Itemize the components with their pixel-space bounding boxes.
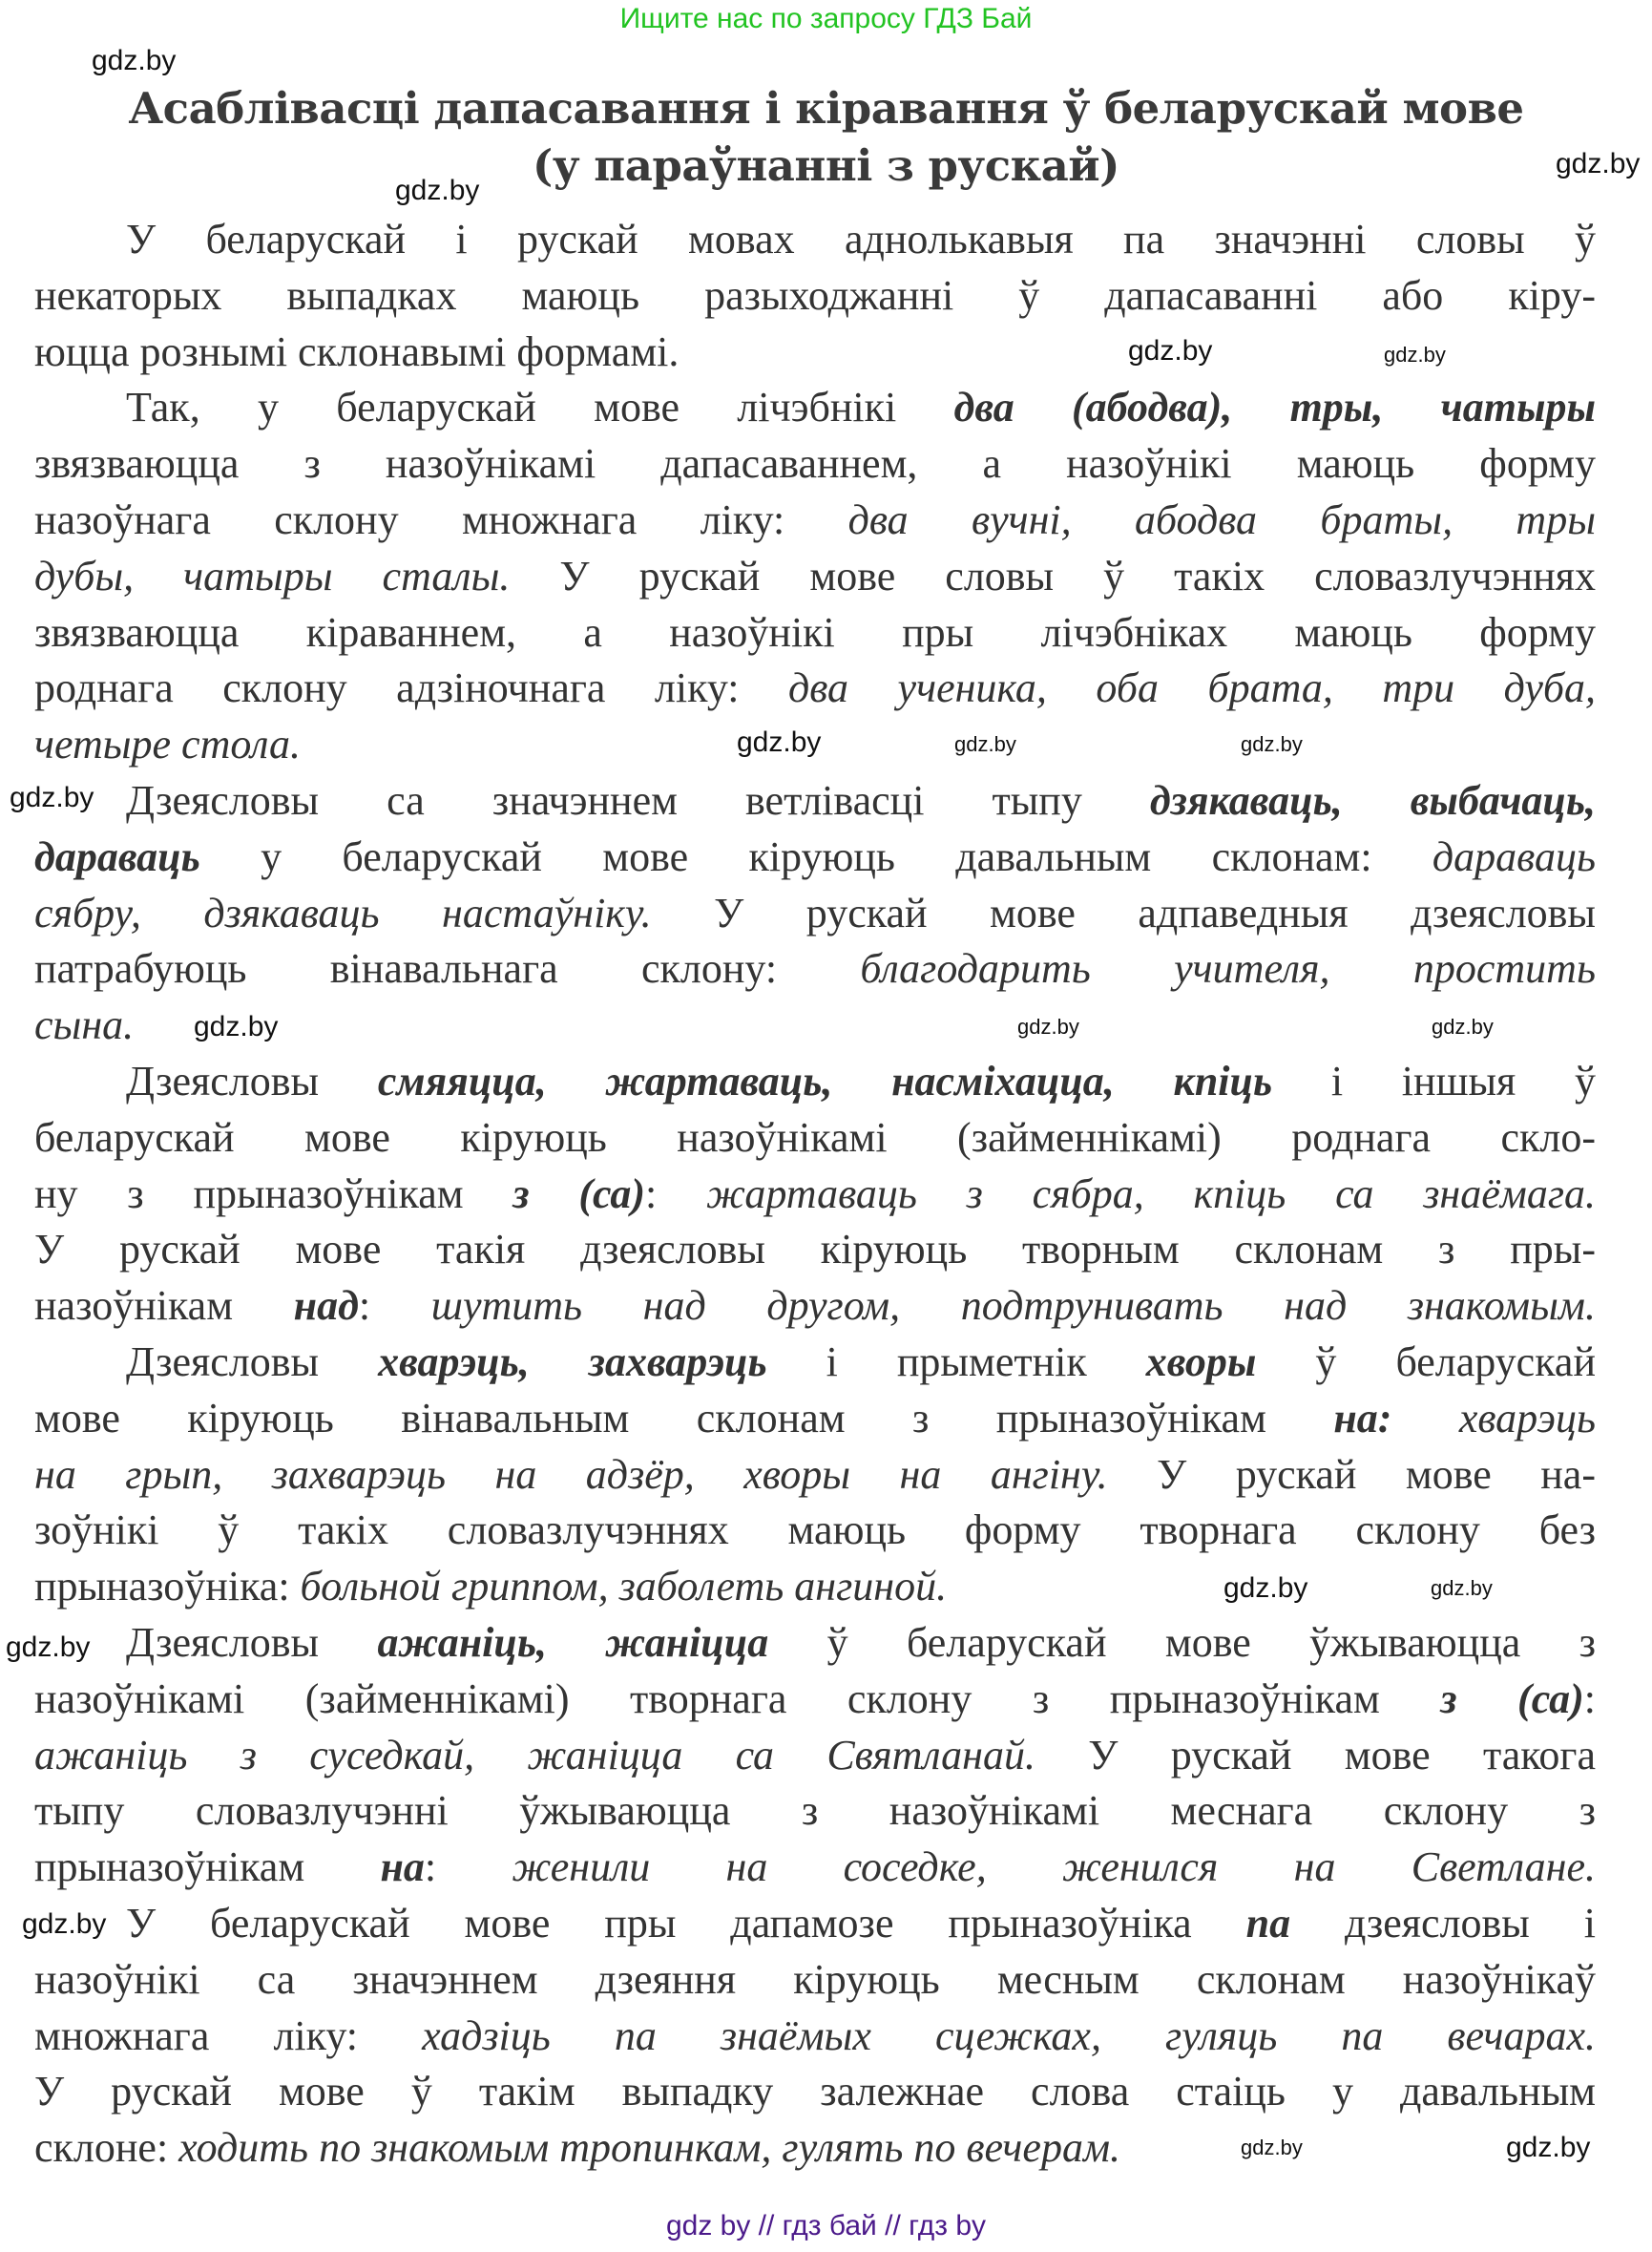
text-line <box>34 1503 1596 1559</box>
text-segment: прыназоўніка: <box>34 1563 301 1610</box>
example-phrase: четыре стола. <box>34 721 301 768</box>
text-line <box>34 2064 1596 2120</box>
text-line <box>34 1167 1596 1223</box>
text-line <box>34 605 1596 662</box>
text-line <box>34 1559 1596 1615</box>
text-segment: назоўнага склону множнага ліку: <box>34 495 848 543</box>
text-segment: У беларускай і рускай мовах аднолькавыя па значэнні словы ў <box>126 216 1596 263</box>
text-line <box>34 1391 1596 1447</box>
text-segment: Дзеясловы са значэннем ветлівасці тыпу <box>126 776 1150 824</box>
text-segment: патрабуюць вінавальнага склону: <box>34 945 861 993</box>
text-segment: Дзеясловы <box>126 1618 378 1666</box>
watermark: gdz.by <box>1017 1015 1079 1039</box>
watermark: gdz.by <box>194 1011 279 1042</box>
watermark: gdz.by <box>1128 335 1213 367</box>
example-term: дзякаваць, выбачаць, <box>1149 776 1596 824</box>
text-line <box>34 549 1596 605</box>
text-segment: : <box>424 1843 512 1891</box>
watermark: gdz.by <box>1431 1576 1493 1600</box>
example-phrase: сябру, дзякаваць настаўніку. <box>34 889 652 937</box>
watermark: gdz.by <box>1506 2132 1591 2163</box>
text-segment: зоўнікі ў такіх словазлучэннях маюць форму творнага склону без <box>34 1506 1596 1554</box>
watermark: gdz.by <box>10 782 94 813</box>
watermark: gdz.by <box>1556 148 1641 179</box>
watermark: gdz.by <box>737 726 822 758</box>
text-line <box>34 268 1596 325</box>
text-segment: і іншыя ў <box>1272 1057 1596 1105</box>
page-title-line-2: (у параўнанні з рускай) <box>533 140 1119 191</box>
text-line <box>34 1615 1596 1672</box>
text-segment <box>1391 1395 1458 1442</box>
example-term: на <box>380 1843 425 1891</box>
text-line <box>34 493 1596 549</box>
example-phrase: благодарить учителя, простить <box>860 945 1596 993</box>
example-phrase: шутить над другом, подтрунивать над знакомым. <box>430 1282 1596 1330</box>
text-line <box>34 773 1596 830</box>
example-phrase: дараваць <box>1432 832 1596 880</box>
text-line <box>34 212 1596 268</box>
example-phrase: хадзіць па знаёмых сцежках, гуляць па вечарах. <box>422 2011 1596 2059</box>
text-line <box>34 1728 1596 1784</box>
text-segment: множнага ліку: <box>34 2011 423 2059</box>
text-segment: звязваюцца кіраваннем, а назоўнікі пры лічэбніках маюць форму <box>34 608 1596 656</box>
watermark: gdz.by <box>1432 1015 1494 1039</box>
text-line <box>34 380 1596 436</box>
example-term: на: <box>1333 1394 1392 1442</box>
example-term: дараваць <box>34 832 200 880</box>
text-line <box>34 1896 1596 1952</box>
example-phrase: женили на соседке, женился на Светлане. <box>512 1843 1596 1891</box>
example-term: з (са) <box>1440 1674 1584 1722</box>
text-segment: У рускай мове на- <box>1107 1450 1596 1498</box>
text-segment: звязваюцца з назоўнікамі дапасаваннем, а назоўнікі маюць форму <box>34 440 1596 488</box>
text-segment: тыпу словазлучэнні ўжываюцца з назоўнікамі меснага склону з <box>34 1787 1596 1835</box>
text-segment: У рускай мове такія дзеясловы кіруюць творным склонам з пры- <box>34 1226 1596 1273</box>
text-line <box>34 1335 1596 1391</box>
example-phrase: ажаніць з суседкай, жаніцца са Святланай. <box>34 1731 1035 1778</box>
watermark: gdz.by <box>1223 1572 1308 1604</box>
text-segment: У рускай мове адпаведныя дзеясловы <box>651 889 1596 937</box>
text-line <box>34 1783 1596 1840</box>
text-segment: у беларускай мове кіруюць давальным склонам: <box>199 832 1432 880</box>
example-phrase: на грып, захварэць на адзёр, хворы на ангіну. <box>34 1450 1108 1498</box>
text-segment: : <box>1583 1674 1596 1722</box>
example-term: хварэць, захварэць <box>378 1337 767 1385</box>
example-term: два (абодва), тры, чатыры <box>953 384 1596 431</box>
text-segment: назоўнікі са значэннем дзеяння кіруюць месным склонам назоўнікаў <box>34 1955 1596 2003</box>
text-line <box>34 2009 1596 2065</box>
text-line <box>34 1952 1596 2009</box>
text-segment: мове кіруюць вінавальным склонам з прыназоўнікам <box>34 1394 1334 1442</box>
text-line <box>34 886 1596 942</box>
text-segment: У рускай мове такога <box>1035 1731 1596 1778</box>
text-segment: Дзеясловы <box>126 1057 378 1105</box>
example-phrase: сына. <box>34 1001 135 1049</box>
example-term: па <box>1245 1899 1291 1947</box>
watermark: gdz.by <box>1241 732 1303 756</box>
example-term: смяяцца, жартаваць, насміхацца, кпіць <box>377 1057 1273 1105</box>
text-segment: : <box>645 1169 707 1217</box>
text-segment: некаторых выпадках маюць разыходжанні ў дапасаванні або кіру- <box>34 271 1596 319</box>
text-line <box>34 661 1596 717</box>
example-phrase: дубы, чатыры сталы. <box>34 552 511 600</box>
text-line <box>34 1840 1596 1896</box>
text-line <box>34 941 1596 998</box>
body-text <box>34 212 1596 2177</box>
page-title-line-1: Асаблівасці дапасавання і кіравання ў беларускай мове <box>128 83 1524 134</box>
text-line <box>34 1278 1596 1335</box>
text-line <box>34 1222 1596 1278</box>
example-term: хворы <box>1145 1337 1257 1385</box>
example-phrase: больной гриппом, заболеть ангиной. <box>300 1563 948 1610</box>
watermark: gdz.by <box>92 45 177 76</box>
text-segment: ў беларускай <box>1256 1337 1597 1385</box>
example-phrase: ходить по знакомым тропинкам, гулять по вечерам. <box>178 2124 1121 2172</box>
text-segment: У рускай мове ў такім выпадку залежнае слова стаіць у давальным <box>34 2068 1596 2115</box>
watermark: gdz.by <box>22 1908 107 1940</box>
text-segment: У беларускай мове пры дапамозе прыназоўніка <box>126 1899 1246 1947</box>
example-phrase: два ученика, оба брата, три дуба, <box>788 664 1596 712</box>
text-segment: дзеясловы і <box>1290 1899 1596 1947</box>
text-segment: ну з прыназоўнікам <box>34 1169 513 1217</box>
text-line <box>34 2120 1596 2177</box>
text-segment: прыназоўнікам <box>34 1843 381 1891</box>
search-banner[interactable]: Ищите нас по запросу ГДЗ Бай <box>619 3 1033 34</box>
text-line <box>34 1110 1596 1167</box>
watermark: gdz.by <box>954 732 1016 756</box>
example-term: ажаніць, жаніцца <box>377 1618 769 1666</box>
example-term: над <box>293 1282 359 1330</box>
example-phrase: хварэць <box>1458 1394 1596 1442</box>
text-segment: назоўнікам <box>34 1282 294 1330</box>
text-segment: склоне: <box>34 2124 179 2172</box>
text-segment: ў беларускай мове ўжываюцца з <box>768 1618 1596 1666</box>
example-phrase: жартаваць з сябра, кпіць са знаёмага. <box>706 1169 1596 1217</box>
text-segment: У рускай мове словы ў такіх словазлучэннях <box>510 552 1596 600</box>
footer-links[interactable]: gdz by // гдз бай // гдз by <box>665 2210 987 2241</box>
text-segment: і прыметнік <box>766 1337 1146 1385</box>
text-line <box>34 325 1596 381</box>
text-segment: Так, у беларускай мове лічэбнікі <box>126 384 954 431</box>
example-term: з (са) <box>512 1169 646 1217</box>
watermark: gdz.by <box>1241 2136 1303 2159</box>
text-segment: роднага склону адзіночнага ліку: <box>34 664 788 712</box>
text-line <box>34 1054 1596 1110</box>
text-segment: назоўнікамі (займеннікамі) творнага склону з прыназоўнікам <box>34 1674 1441 1722</box>
text-segment: юцца рознымі склонавымі формамі. <box>34 327 680 375</box>
watermark: gdz.by <box>6 1631 91 1663</box>
example-phrase: два вучні, абодва браты, тры <box>847 495 1596 543</box>
text-line <box>34 1672 1596 1728</box>
text-segment: Дзеясловы <box>126 1337 379 1385</box>
watermark: gdz.by <box>395 175 480 206</box>
text-segment: : <box>358 1282 431 1330</box>
text-line <box>34 436 1596 493</box>
text-line <box>34 1447 1596 1504</box>
watermark: gdz.by <box>1384 343 1446 367</box>
text-line <box>34 830 1596 886</box>
text-segment: беларускай мове кіруюць назоўнікамі (займеннікамі) роднага скло- <box>34 1113 1596 1161</box>
